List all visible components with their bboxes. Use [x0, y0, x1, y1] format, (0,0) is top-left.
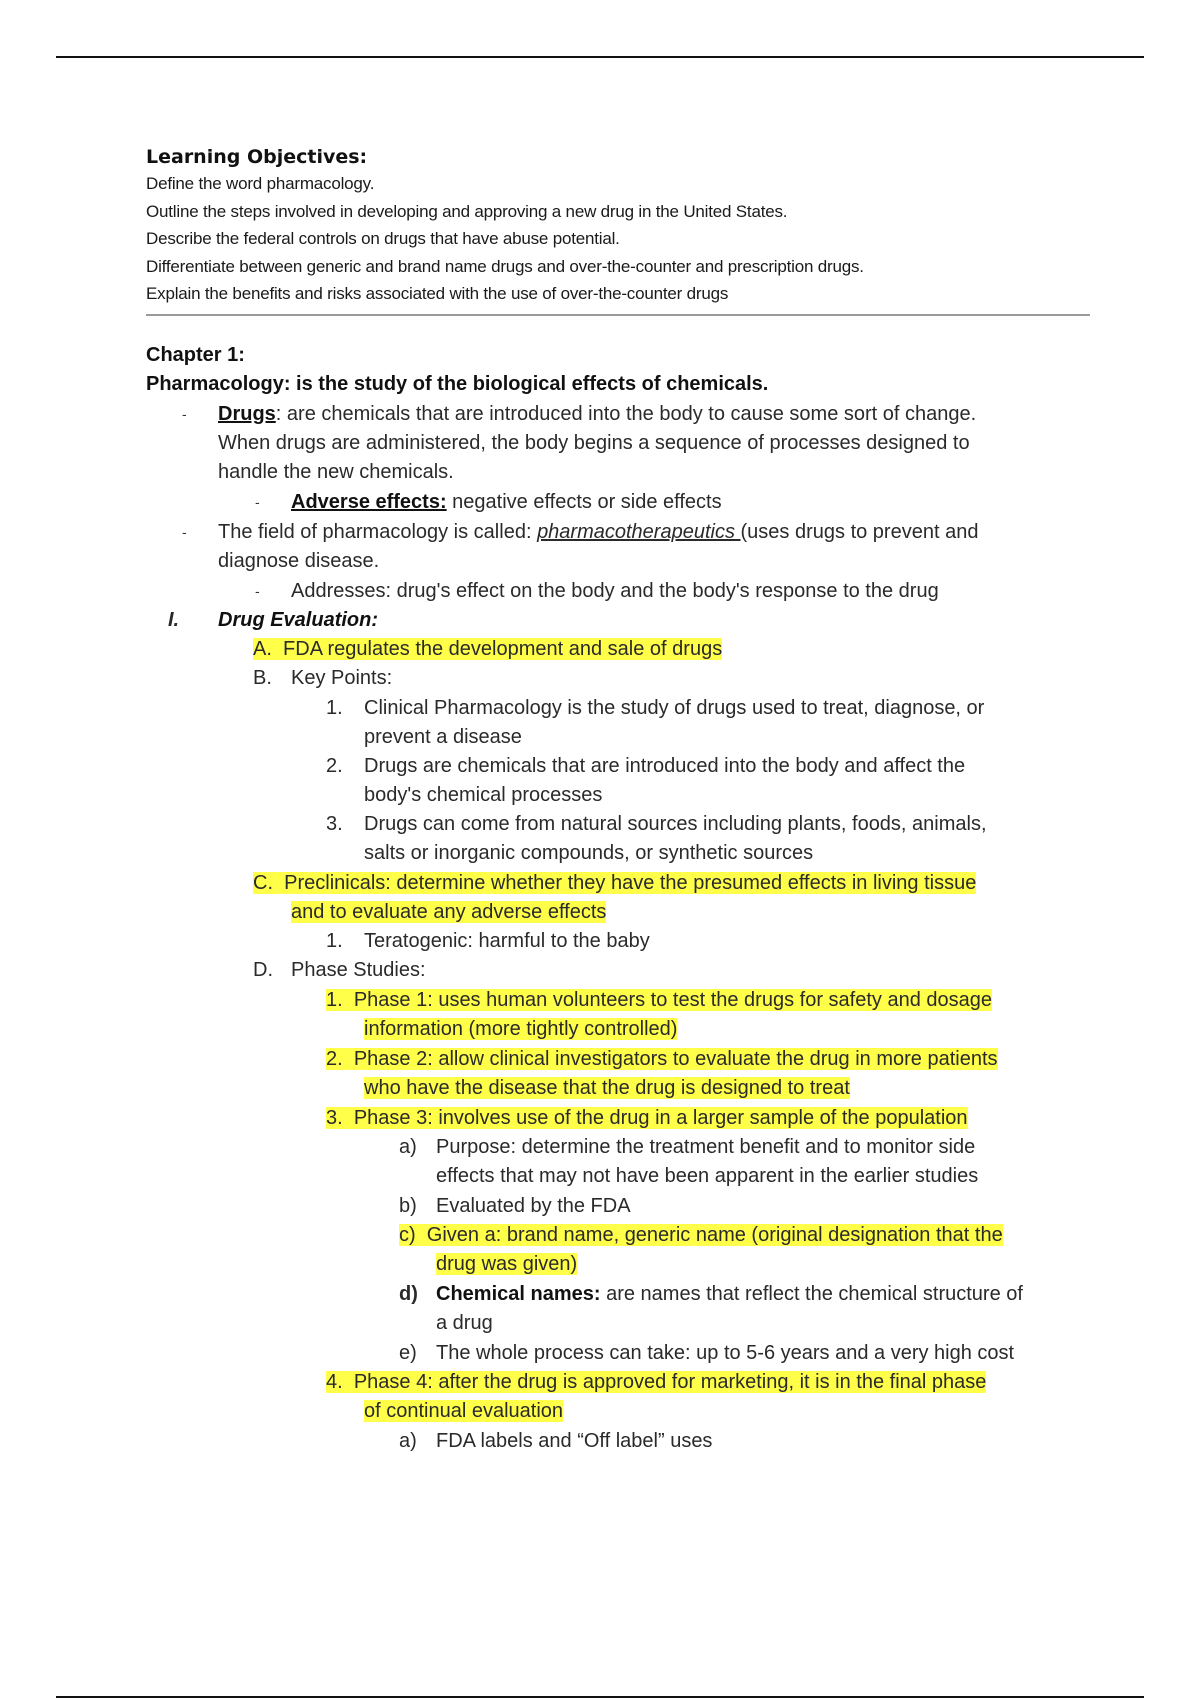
key-point-2: Drugs are chemicals that are introduced into the body and affect the	[364, 755, 966, 777]
outline-item-d: Phase Studies:	[291, 959, 426, 981]
outline-marker: b)	[399, 1195, 417, 1217]
outline-text: who have the disease that the drug is designed to treat	[364, 1077, 850, 1099]
phase-2	[326, 1045, 998, 1073]
chemical-names-text: are names that reflect the chemical structure of	[600, 1283, 1023, 1305]
teratogenic: Teratogenic: harmful to the baby	[364, 930, 650, 952]
outline-text: drug was given)	[436, 1253, 578, 1275]
objective-item: Describe the federal controls on drugs that have abuse potential.	[146, 229, 620, 248]
drugs-term: Drugs	[218, 403, 276, 425]
outline-item-a	[253, 635, 722, 663]
bullet-dash: -	[182, 524, 187, 540]
objective-item: Outline the steps involved in developing and approving a new drug in the United States.	[146, 201, 788, 221]
outline-marker: 4.	[326, 1371, 343, 1393]
objectives-divider	[146, 314, 1090, 316]
outline-text: Preclinicals: determine whether they have the presumed effects in living tissue	[284, 872, 977, 894]
drug-evaluation-heading: Drug Evaluation:	[218, 609, 379, 631]
fda-labels: FDA labels and “Off label” uses	[436, 1430, 713, 1452]
phase-3-purpose: Purpose: determine the treatment benefit and to monitor side	[436, 1136, 976, 1158]
phase-3-purpose-cont: effects that may not have been apparent in the earlier studies	[436, 1165, 979, 1187]
outline-marker: 2.	[326, 755, 343, 777]
outline-marker: B.	[253, 667, 272, 689]
outline-marker: 3.	[326, 1107, 343, 1129]
outline-text: Phase 2: allow clinical investigators to evaluate the drug in more patients	[353, 1048, 998, 1070]
outline-marker: 1.	[326, 697, 343, 719]
key-point-1: Clinical Pharmacology is the study of drugs used to treat, diagnose, or	[364, 697, 985, 719]
phase-3-given-names-cont	[436, 1250, 577, 1278]
outline-marker: c)	[399, 1224, 416, 1246]
outline-text: information (more tightly controlled)	[364, 1018, 678, 1040]
outline-text: FDA regulates the development and sale of drugs	[283, 638, 723, 660]
key-point-1-cont: prevent a disease	[364, 726, 522, 748]
outline-marker: 2.	[326, 1048, 343, 1070]
phase-1-cont	[364, 1015, 677, 1043]
outline-text: Phase 1: uses human volunteers to test the drugs for safety and dosage	[353, 989, 992, 1011]
field-line-2: diagnose disease.	[218, 550, 380, 572]
drugs-text: : are chemicals that are introduced into the body to cause some sort of change.	[275, 403, 977, 425]
drugs-line-3: handle the new chemicals.	[218, 461, 454, 483]
outline-marker: a)	[399, 1136, 417, 1158]
outline-marker: C.	[253, 872, 273, 894]
phase-2-cont	[364, 1074, 850, 1102]
adverse-term: Adverse effects:	[291, 491, 447, 513]
addresses: Addresses: drug's effect on the body and the body's response to the drug	[291, 580, 939, 602]
pharmacology-definition: Pharmacology: is the study of the biological effects of chemicals.	[146, 373, 769, 395]
bullet-dash: -	[255, 583, 260, 599]
adverse-effects	[291, 488, 722, 516]
roman-marker: I.	[168, 609, 180, 631]
outline-marker: a)	[399, 1430, 417, 1452]
outline-text: and to evaluate any adverse effects	[291, 901, 607, 923]
objective-item: Define the word pharmacology.	[146, 174, 375, 193]
field-text: The field of pharmacology is called:	[218, 521, 538, 543]
phase-3	[326, 1104, 968, 1132]
drugs-line-2: When drugs are administered, the body begins a sequence of processes designed to	[218, 432, 970, 454]
chemical-names	[436, 1280, 1023, 1308]
outline-marker: A.	[253, 638, 272, 660]
objective-item: Differentiate between generic and brand name drugs and over-the-counter and prescription drugs.	[146, 256, 864, 276]
outline-item-c	[253, 869, 976, 897]
field-rest: (uses drugs to prevent and	[740, 521, 979, 543]
outline-text: Phase 4: after the drug is approved for marketing, it is in the final phase	[353, 1371, 987, 1393]
adverse-text: negative effects or side effects	[446, 491, 722, 513]
outline-marker: 1.	[326, 989, 343, 1011]
chemical-names-cont: a drug	[436, 1312, 493, 1334]
outline-item-c-cont	[291, 898, 606, 926]
chemical-names-term: Chemical names:	[436, 1283, 601, 1305]
page-bottom-rule	[56, 1696, 1144, 1698]
key-point-3-cont: salts or inorganic compounds, or synthetic sources	[364, 842, 814, 864]
key-point-2-cont: body's chemical processes	[364, 784, 603, 806]
phase-4	[326, 1368, 986, 1396]
whole-process: The whole process can take: up to 5-6 years and a very high cost	[436, 1342, 1015, 1364]
chapter-title: Chapter 1:	[146, 344, 245, 366]
objectives-heading: Learning Objectives:	[146, 146, 368, 168]
phase-3-evaluated: Evaluated by the FDA	[436, 1195, 631, 1217]
learning-objectives	[146, 144, 1090, 308]
objective-item: Explain the benefits and risks associated with the use of over-the-counter drugs	[146, 284, 729, 303]
outline-marker: 3.	[326, 813, 343, 835]
phase-3-given-names	[399, 1221, 1003, 1249]
bullet-dash: -	[255, 494, 260, 510]
bullet-dash: -	[182, 406, 187, 422]
phase-4-cont	[364, 1397, 563, 1425]
drugs-definition	[218, 400, 976, 428]
field-term: pharmacotherapeutics	[537, 521, 741, 543]
outline-text: Given a: brand name, generic name (original designation that the	[426, 1224, 1003, 1246]
outline-marker: 1.	[326, 930, 343, 952]
outline-item-b: Key Points:	[291, 667, 393, 689]
page-top-rule	[56, 56, 1144, 58]
outline-text: of continual evaluation	[364, 1400, 564, 1422]
outline-marker: e)	[399, 1342, 417, 1364]
outline-marker: D.	[253, 959, 273, 981]
outline-text: Phase 3: involves use of the drug in a larger sample of the population	[353, 1107, 968, 1129]
key-point-3: Drugs can come from natural sources including plants, foods, animals,	[364, 813, 987, 835]
field-of-pharmacology	[218, 518, 978, 546]
outline-marker: d)	[399, 1283, 418, 1305]
phase-1	[326, 986, 992, 1014]
